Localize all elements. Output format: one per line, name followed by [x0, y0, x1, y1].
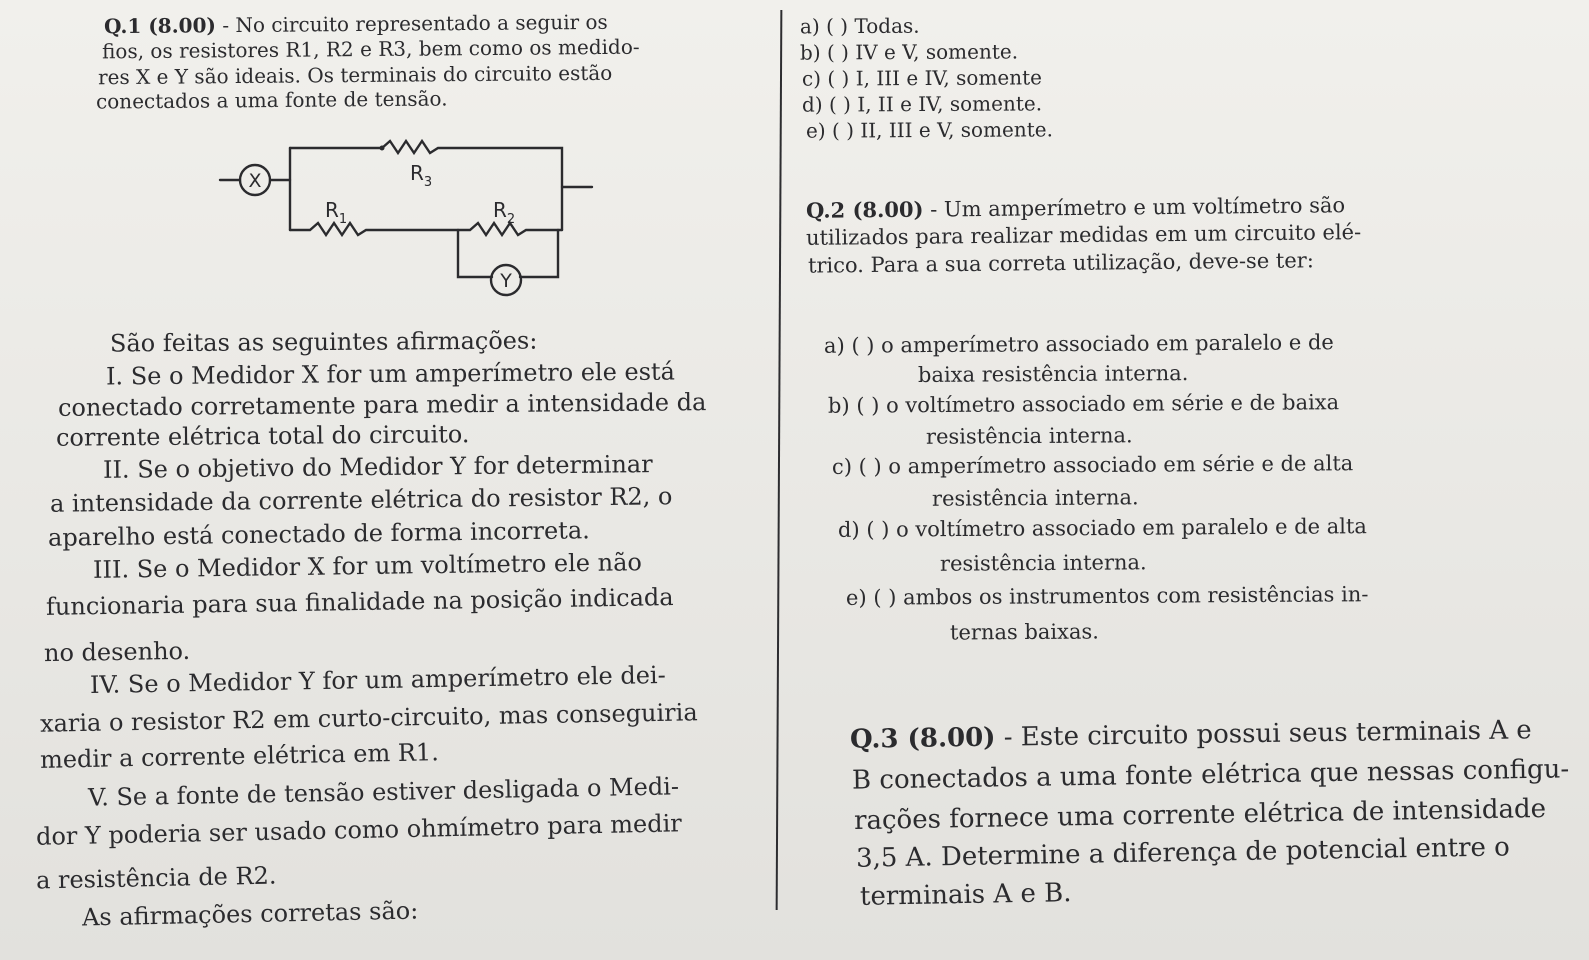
- q3-line-2: B conectados a uma fonte elétrica que nessas configu-: [851, 754, 1570, 796]
- statement-line: corrente elétrica total do circuito.: [55, 420, 470, 452]
- statement-line: V. Se a fonte de tensão estiver desligada o Medi-: [87, 772, 680, 812]
- q1-line-4: conectados a uma fonte de tensão.: [95, 86, 448, 114]
- q3-line-5: terminais A e B.: [859, 878, 1072, 912]
- q2-option-a[interactable]: a) ( ) o amperímetro associado em paralelo e de: [823, 330, 1334, 358]
- r2-label: $R_2$: [493, 198, 516, 227]
- statement-line: I. Se o Medidor X for um amperímetro ele está: [105, 357, 676, 391]
- node-dot: [380, 146, 385, 151]
- q3-line-1: Q.3 (8.00) - Este circuito possui seus terminais A e: [849, 715, 1532, 755]
- q1-line-2: fios, os resistores R1, R2 e R3, bem como os medido-: [101, 34, 640, 64]
- meter-y-label: Y: [500, 270, 512, 292]
- statement-line: no desenho.: [43, 636, 191, 668]
- q1-option-b[interactable]: b) ( ) IV e V, somente.: [799, 39, 1019, 65]
- statement-line: xaria o resistor R2 em curto-circuito, mas conseguiria: [39, 698, 698, 738]
- q2-option-d-cont: resistência interna.: [939, 550, 1147, 576]
- q2-line-1: Q.2 (8.00) - Um amperímetro e um voltímetro são: [805, 193, 1346, 223]
- statement-line: III. Se o Medidor X for um voltímetro ele não: [92, 548, 643, 584]
- q2-option-a-cont: baixa resistência interna.: [917, 361, 1189, 387]
- column-divider: [776, 10, 783, 910]
- circuit-diagram: [210, 125, 630, 305]
- q1-line-3: res X e Y são ideais. Os terminais do circuito estão: [97, 60, 613, 90]
- q2-option-b[interactable]: b) ( ) o voltímetro associado em série e de baixa: [827, 390, 1340, 418]
- statement-line: a intensidade da corrente elétrica do resistor R2, o: [49, 482, 673, 518]
- statement-line: dor Y poderia ser usado como ohmímetro para medir: [35, 809, 683, 851]
- statement-line: conectado corretamente para medir a intensidade da: [57, 388, 707, 422]
- statements-intro: São feitas as seguintes afirmações:: [109, 326, 538, 358]
- q3-line-4: 3,5 A. Determine a diferença de potencial entre o: [855, 832, 1511, 874]
- q2-line-3: trico. Para a sua correta utilização, deve-se ter:: [807, 248, 1314, 278]
- y-branch-wire: [458, 230, 492, 277]
- q1-line-1: Q.1 (8.00) - No circuito representado a seguir os: [103, 9, 608, 39]
- q2-option-e[interactable]: e) ( ) ambos os instrumentos com resistências in-: [845, 582, 1369, 610]
- r1-r2-wire: [290, 223, 562, 235]
- q1-option-e[interactable]: e) ( ) II, III e V, somente.: [805, 117, 1054, 143]
- q1-option-c[interactable]: c) ( ) I, III e IV, somente: [801, 65, 1043, 91]
- statement-line: IV. Se o Medidor Y for um amperímetro ele dei-: [89, 660, 666, 700]
- q3-line-3: rações fornece uma corrente elétrica de intensidade: [853, 793, 1547, 837]
- q2-line-2: utilizados para realizar medidas em um circuito elé-: [805, 220, 1362, 250]
- q2-option-e-cont: ternas baixas.: [949, 619, 1099, 645]
- meter-x-label: X: [248, 170, 262, 192]
- statement-line: medir a corrente elétrica em R1.: [39, 738, 440, 774]
- q1-option-a[interactable]: a) ( ) Todas.: [799, 13, 920, 39]
- q1-option-d[interactable]: d) ( ) I, II e IV, somente.: [801, 91, 1043, 117]
- statement-line: funcionaria para sua finalidade na posição indicada: [45, 583, 674, 621]
- q2-option-c[interactable]: c) ( ) o amperímetro associado em série e de alta: [831, 451, 1354, 479]
- q2-option-c-cont: resistência interna.: [931, 485, 1139, 511]
- q2-option-d[interactable]: d) ( ) o voltímetro associado em paralelo e de alta: [837, 514, 1367, 542]
- answer-prompt: As afirmações corretas são:: [81, 896, 419, 932]
- statement-line: aparelho está conectado de forma incorreta.: [47, 516, 590, 552]
- r1-label: $R_1$: [325, 198, 348, 227]
- r3-label: $R_3$: [410, 161, 433, 190]
- statement-line: a resistência de R2.: [35, 861, 277, 895]
- q2-option-b-cont: resistência interna.: [925, 423, 1133, 449]
- statement-line: II. Se o objetivo do Medidor Y for determinar: [102, 450, 653, 484]
